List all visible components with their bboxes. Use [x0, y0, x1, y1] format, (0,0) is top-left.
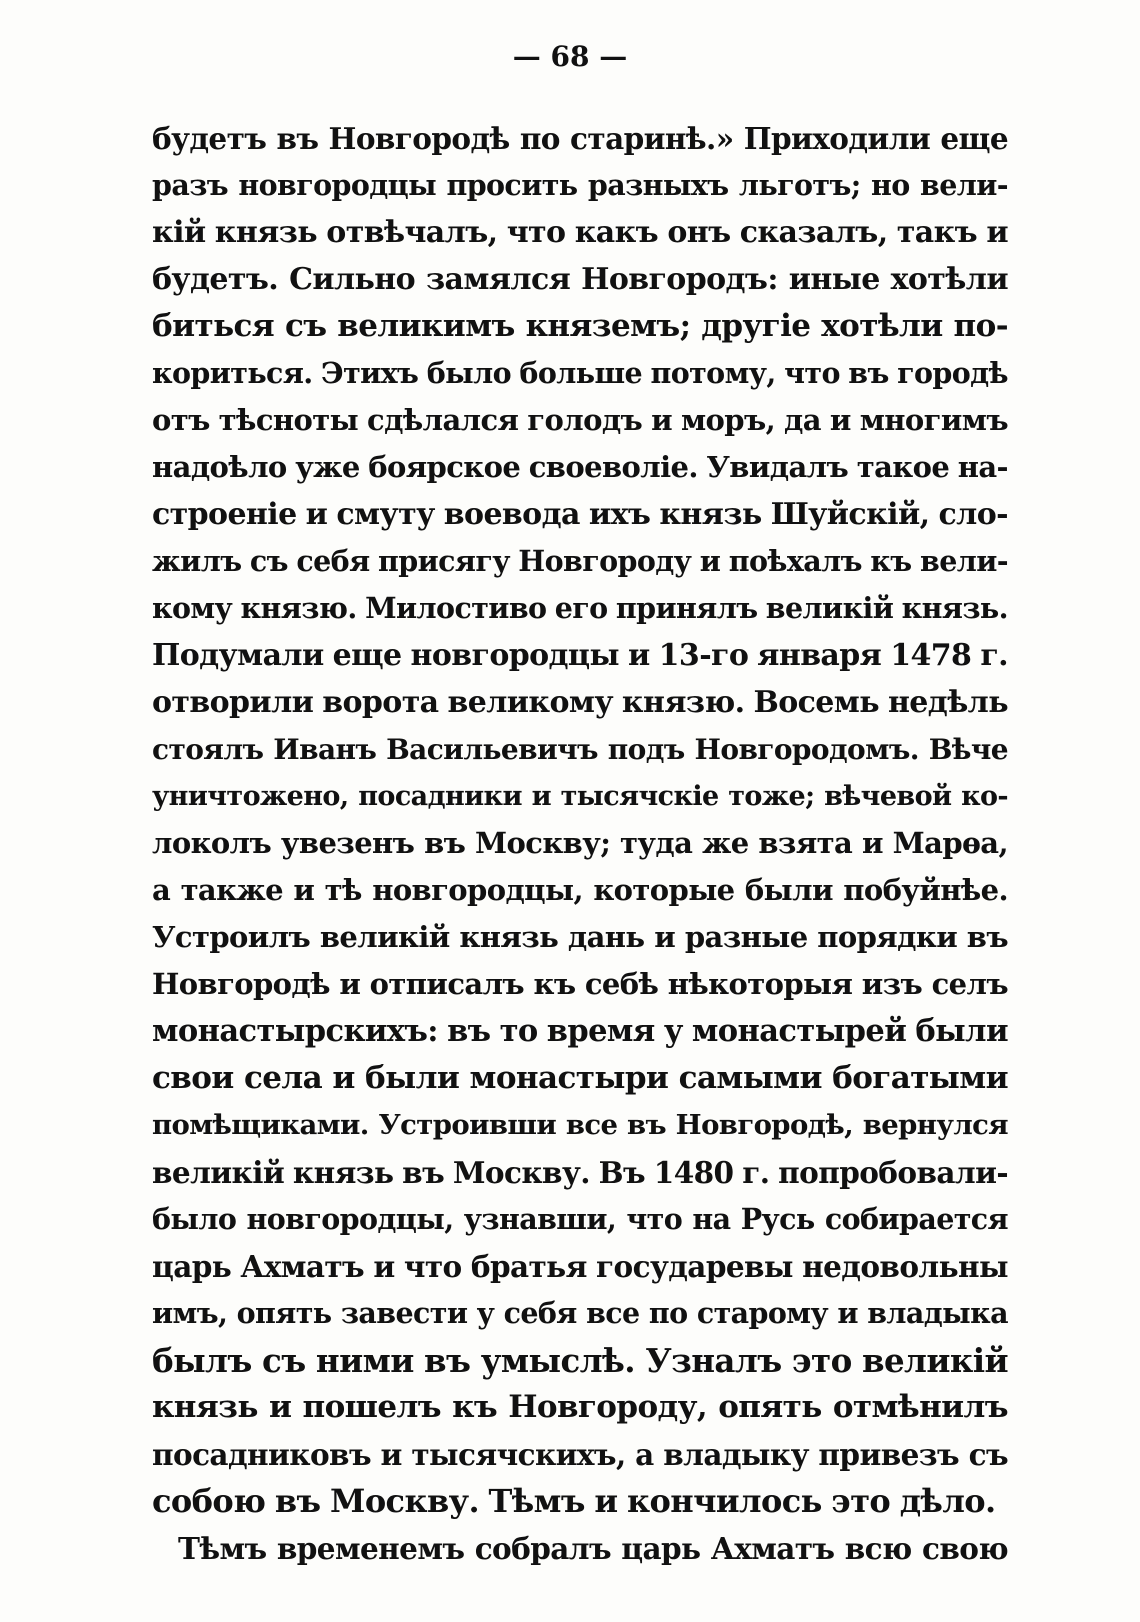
text-line: надоѣло уже боярское своеволіе. Увидалъ такое на-	[152, 450, 1008, 484]
text-line: кому князю. Милостиво его принялъ великій князь.	[152, 591, 1008, 625]
text-line: жилъ съ себя присягу Новгороду и поѣхалъ къ вели-	[152, 544, 1008, 578]
text-line: локолъ увезенъ въ Москву; туда же взята и Марѳа,	[152, 826, 1008, 860]
text-line: стоялъ Иванъ Васильевичъ подъ Новгородомъ. Вѣче	[152, 733, 1008, 766]
text-line-paragraph-end: собою въ Москву. Тѣмъ и кончилось это дѣло.	[152, 1482, 996, 1520]
text-line: имъ, опять завести у себя все по старому и владыка	[152, 1296, 1008, 1330]
text-line: биться съ великимъ княземъ; другіе хотѣли по-	[152, 308, 1008, 344]
text-line: будетъ въ Новгородѣ по старинѣ.» Приходили еще	[152, 121, 1008, 156]
text-line: посадниковъ и тысячскихъ, а владыку привезъ съ	[152, 1437, 1008, 1472]
text-line: будетъ. Сильно замялся Новгородъ: иные хотѣли	[152, 262, 1008, 297]
text-line: отъ тѣсноты сдѣлался голодъ и моръ, да и многимъ	[152, 403, 1008, 437]
text-line: Устроилъ великій князь дань и разные порядки въ	[152, 920, 1008, 954]
page-number: — 68 —	[512, 40, 628, 73]
text-line: кориться. Этихъ было больше потому, что въ городѣ	[152, 356, 1008, 390]
text-line-paragraph-start: Тѣмъ временемъ собралъ царь Ахматъ всю свою	[178, 1531, 1008, 1566]
text-line: помѣщиками. Устроивши все въ Новгородѣ, вернулся	[152, 1109, 1008, 1141]
text-line: монастырскихъ: въ то время у монастырей были	[152, 1013, 1008, 1049]
text-line: великій князь въ Москву. Въ 1480 г. попробовали-	[152, 1155, 1008, 1190]
text-line: разъ новгородцы просить разныхъ льготъ; но вели-	[152, 168, 1008, 202]
text-line: строеніе и смуту воевода ихъ князь Шуйскій, сло-	[152, 497, 1008, 532]
text-line: отворили ворота великому князю. Восемь недѣль	[152, 685, 1008, 720]
body-text	[152, 115, 1008, 1572]
text-line: свои села и были монастыри самыми богатыми	[152, 1060, 1008, 1096]
text-line: Подумали еще новгородцы и 13-го января 1478 г.	[152, 638, 1008, 673]
text-line: а также и тѣ новгородцы, которые были побуйнѣе.	[152, 873, 1008, 907]
text-line: кій князь отвѣчалъ, что какъ онъ сказалъ, такъ и	[152, 215, 1008, 250]
text-line: былъ съ ними въ умыслѣ. Узналъ это великій	[152, 1341, 1008, 1380]
text-line: уничтожено, посадники и тысячскіе тоже; вѣчевой ко-	[152, 781, 1008, 812]
text-line: князь и пошелъ къ Новгороду, опять отмѣнилъ	[152, 1389, 1008, 1425]
text-line: царь Ахматъ и что братья государевы недовольны	[152, 1249, 1008, 1284]
text-line: Новгородѣ и отписалъ къ себѣ нѣкоторыя изъ селъ	[152, 967, 1008, 1001]
text-line: было новгородцы, узнавши, что на Русь собирается	[152, 1202, 1008, 1236]
